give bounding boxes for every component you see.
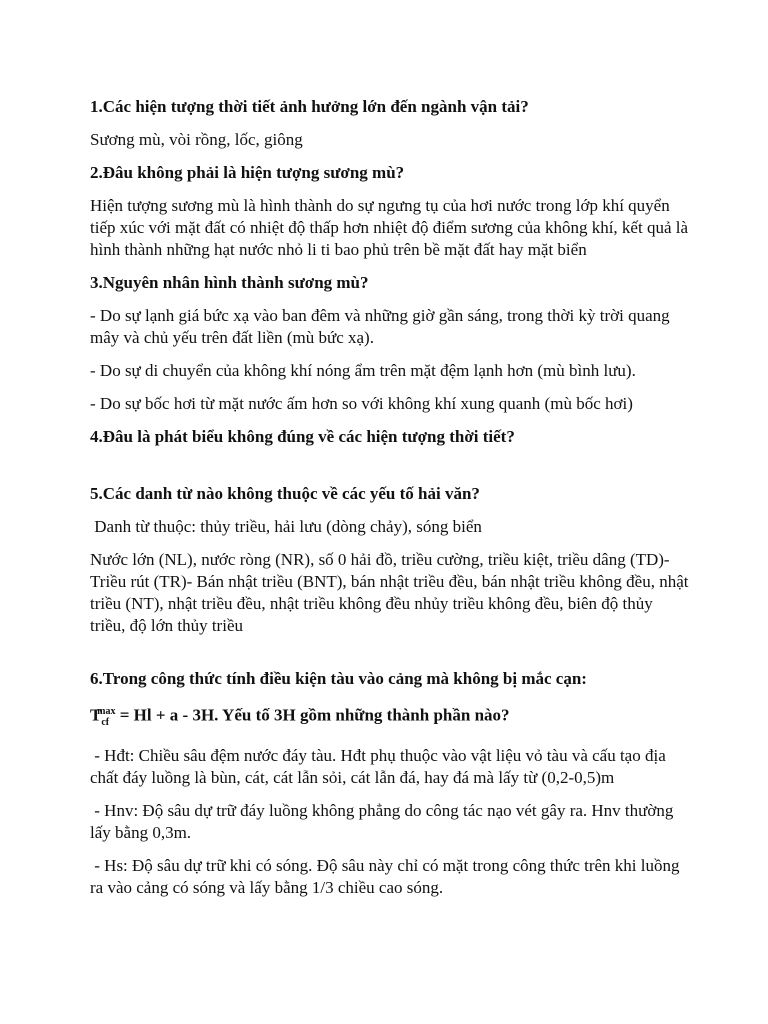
answer-5-item: Nước lớn (NL), nước ròng (NR), số 0 hải đồ, triều cường, triều kiệt, triều dâng (TD)- Triều rút (TR)- Bán nhật triều (BNT), bán nhật triều đều, bán nhật triều không đều, nhật triều (NT), nhật triều đều, nhật triều không đều nhủy triều không đều, biên độ thủy triều, độ lớn thủy triều	[90, 550, 689, 635]
question-3: 3.Nguyên nhân hình thành sương mù?	[90, 273, 369, 292]
answer-5-item: Danh từ thuộc: thủy triều, hải lưu (dòng chảy), sóng biển	[90, 517, 482, 536]
formula-T: T	[90, 705, 102, 725]
question-4: 4.Đâu là phát biểu không đúng về các hiện tượng thời tiết?	[90, 427, 515, 446]
answer-6-item: - Hs: Độ sâu dự trữ khi có sóng. Độ sâu này chỉ có mặt trong công thức trên khi luồng ra vào cảng có sóng và lấy bằng 1/3 chiều cao sóng.	[90, 856, 684, 898]
answer-3-item: - Do sự bốc hơi từ mặt nước ấm hơn so với không khí xung quanh (mù bốc hơi)	[90, 394, 633, 413]
question-1: 1.Các hiện tượng thời tiết ảnh hưởng lớn đến ngành vận tải?	[90, 97, 529, 116]
answer-6-item: - Hnv: Độ sâu dự trữ đáy luồng không phẳng do công tác nạo vét gây ra. Hnv thường lấy bằng 0,3m.	[90, 801, 678, 843]
question-2: 2.Đâu không phải là hiện tượng sương mù?	[90, 163, 405, 182]
question-5: 5.Các danh từ nào không thuộc về các yếu tố hải văn?	[90, 484, 480, 503]
question-6: 6.Trong công thức tính điều kiện tàu vào cảng mà không bị mắc cạn:	[90, 669, 587, 688]
answer-6-item: - Hđt: Chiều sâu đệm nước đáy tàu. Hđt phụ thuộc vào vật liệu vỏ tàu và cấu tạo địa chất đáy luồng là bùn, cát, cát lẫn sỏi, cát lẫn đá, hay đá mà lấy từ (0,2-0,5)m	[90, 746, 671, 788]
formula-subscript: cf	[101, 717, 110, 729]
answer-2: Hiện tượng sương mù là hình thành do sự ngưng tụ của hơi nước trong lớp khí quyển tiếp xúc với mặt đất có nhiệt độ thấp hơn nhiệt độ điểm sương của không khí, kết quả là hình thành những hạt nước nhỏ li ti bao phủ trên bề mặt đất hay mặt biển	[90, 196, 689, 259]
question-6-formula	[90, 701, 690, 734]
answer-3-item: - Do sự lạnh giá bức xạ vào ban đêm và những giờ gần sáng, trong thời kỳ trời quang mây và chủ yếu trên đất liền (mù bức xạ).	[90, 306, 670, 347]
formula-rest: = Hl + a - 3H. Yếu tố 3H gồm những thành phần nào?	[115, 705, 510, 725]
formula-superscript: max	[97, 706, 116, 717]
document-page	[90, 96, 690, 910]
answer-1: Sương mù, vòi rồng, lốc, giông	[90, 130, 303, 149]
answer-3-item: - Do sự di chuyển của không khí nóng ẩm trên mặt đệm lạnh hơn (mù bình lưu).	[90, 361, 636, 380]
